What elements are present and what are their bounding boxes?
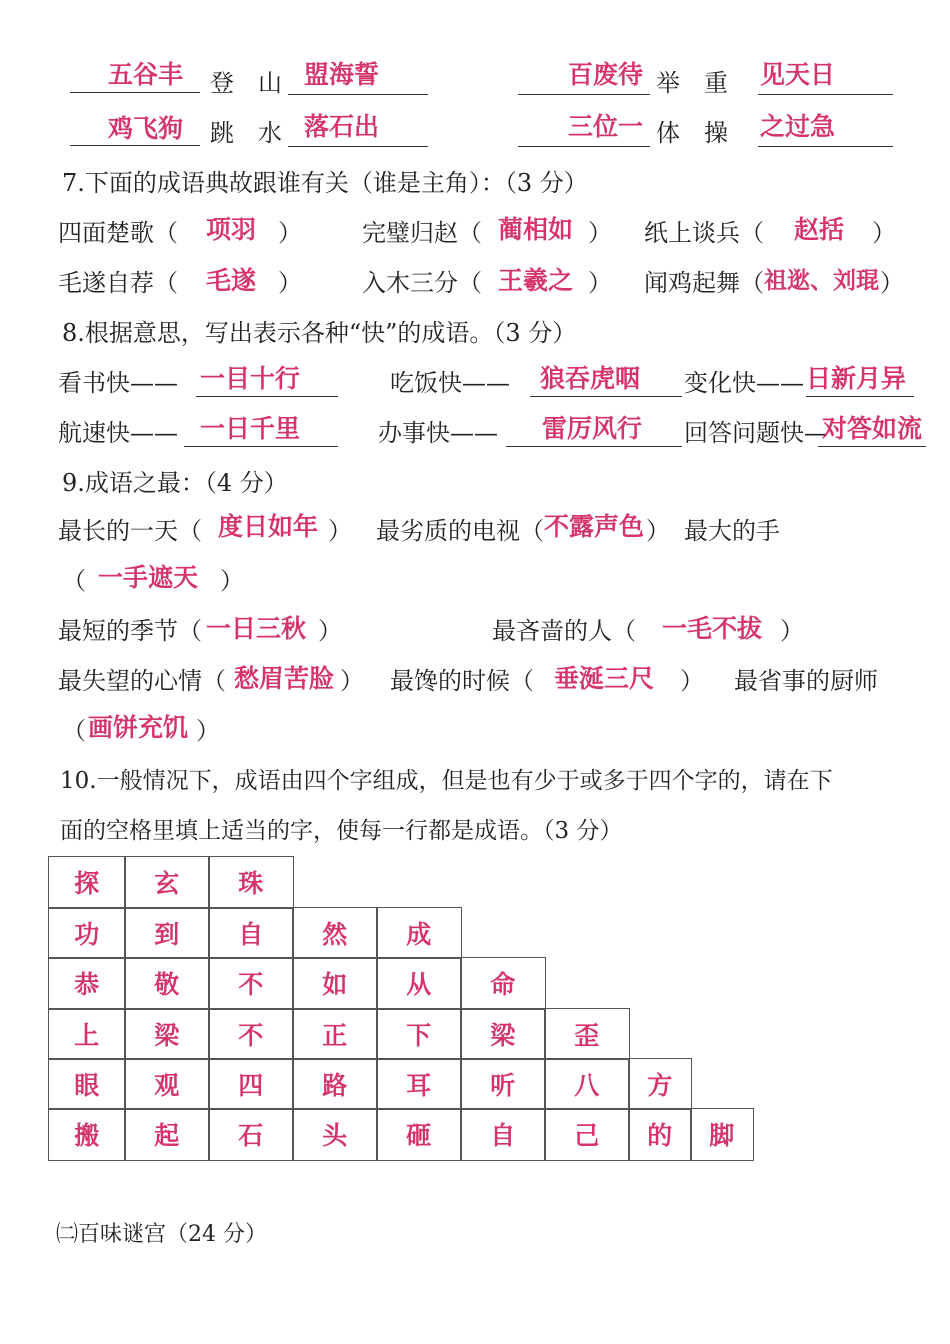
grid-cell: 路 (292, 1058, 378, 1110)
q7-close: ） (880, 269, 904, 297)
q9-answer: 一手遮天 (98, 563, 199, 592)
q9-label: 最劣质的电视（ (376, 517, 544, 545)
q8-label: 吃饭快—— (390, 369, 510, 397)
q9-close: ） (340, 667, 364, 695)
q7-label: 纸上谈兵（ (644, 219, 764, 247)
answer-line (758, 146, 893, 147)
answer-2: 盟海誓 (304, 60, 380, 89)
q8-label: 办事快—— (378, 419, 498, 447)
q8-answer: 一目十行 (200, 364, 301, 393)
q9-label: 最失望的心情（ (58, 667, 226, 695)
grid-cell: 八 (544, 1058, 630, 1110)
q7-close: ） (278, 269, 302, 297)
question-10-title: 10.一般情况下，成语由四个字组成，但是也有少于或多于四个字的，请在下 (60, 768, 833, 794)
q9-open: （ (62, 717, 86, 745)
answer-line (806, 396, 914, 397)
answer-line (288, 146, 428, 147)
q8-label: 航速快—— (58, 419, 178, 447)
grid-cell: 自 (460, 1108, 546, 1161)
grid-cell: 上 (48, 1008, 126, 1060)
grid-cell: 恭 (48, 957, 126, 1010)
grid-cell: 耳 (376, 1058, 462, 1110)
answer-line (518, 94, 650, 95)
q9-open: （ (62, 567, 86, 595)
answer-line (518, 146, 650, 147)
grid-cell: 敬 (124, 957, 210, 1010)
q9-label: 最长的一天（ (58, 517, 202, 545)
grid-cell: 石 (208, 1108, 294, 1161)
grid-cell: 命 (460, 957, 546, 1010)
grid-cell: 探 (48, 856, 126, 909)
question-7-title: 7.下面的成语典故跟谁有关（谁是主角）：（3 分） (62, 169, 588, 197)
q8-answer: 一日千里 (200, 414, 301, 443)
grid-cell: 功 (48, 907, 126, 959)
grid-cell: 头 (292, 1108, 378, 1161)
grid-cell: 听 (460, 1058, 546, 1110)
q7-close: ） (588, 269, 612, 297)
answer-line (288, 94, 428, 95)
answer-3: 百废待 (568, 60, 644, 89)
answer-line (184, 446, 338, 447)
grid-cell: 砸 (376, 1108, 462, 1161)
q9-label: 最短的季节（ (58, 617, 202, 645)
q9-answer: 一毛不拔 (662, 614, 763, 643)
grid-cell: 不 (208, 1008, 294, 1060)
answer-1: 五谷丰 (108, 60, 184, 89)
q7-answer: 祖逖、刘琨 (764, 268, 879, 294)
grid-cell: 不 (208, 957, 294, 1010)
q9-label: 最馋的时候（ (390, 667, 534, 695)
answer-line (70, 92, 200, 93)
grid-cell: 眼 (48, 1058, 126, 1110)
q7-close: ） (872, 219, 896, 247)
answer-line (506, 446, 682, 447)
q8-answer: 日新月异 (806, 364, 907, 393)
grid-cell: 自 (208, 907, 294, 959)
grid-cell: 四 (208, 1058, 294, 1110)
answer-line (758, 94, 893, 95)
q7-answer: 蔺相如 (498, 215, 574, 244)
grid-cell: 己 (544, 1108, 630, 1161)
q9-close: ） (780, 617, 804, 645)
prompt-text: 体 操 (656, 119, 728, 147)
q9-close: ） (196, 717, 220, 745)
q7-answer: 项羽 (206, 215, 257, 244)
grid-cell: 正 (292, 1008, 378, 1060)
q8-label: 回答问题快— (684, 419, 828, 447)
q8-label: 变化快—— (684, 369, 804, 397)
q7-label: 完璧归赵（ (362, 219, 482, 247)
section-2-title: ㈡百味谜宫（24 分） (56, 1222, 267, 1247)
q7-label: 入木三分（ (362, 269, 482, 297)
q9-close: ） (680, 667, 704, 695)
prompt-text: 登 山 (210, 69, 282, 97)
grid-cell: 从 (376, 957, 462, 1010)
grid-cell: 起 (124, 1108, 210, 1161)
q9-close: ） (220, 567, 244, 595)
q7-answer: 赵括 (794, 215, 845, 244)
question-10-title-cont: 面的空格里填上适当的字，使每一行都是成语。（3 分） (60, 818, 623, 844)
q7-answer: 毛遂 (206, 266, 257, 295)
q9-answer: 一日三秋 (206, 614, 307, 643)
q9-close: ） (646, 517, 670, 545)
q7-answer: 王羲之 (498, 266, 574, 295)
answer-3: 三位一 (568, 112, 644, 141)
answer-line (196, 396, 338, 397)
grid-cell: 然 (292, 907, 378, 959)
q7-label: 毛遂自荐（ (58, 269, 178, 297)
grid-cell: 成 (376, 907, 462, 959)
q8-label: 看书快—— (58, 369, 178, 397)
answer-4: 之过急 (760, 112, 836, 141)
q9-answer: 不露声色 (544, 512, 645, 541)
grid-cell: 歪 (544, 1008, 630, 1060)
grid-cell: 到 (124, 907, 210, 959)
question-9-title: 9.成语之最：（4 分） (62, 469, 288, 497)
q7-label: 四面楚歌（ (58, 219, 178, 247)
answer-line (818, 446, 926, 447)
grid-cell: 梁 (460, 1008, 546, 1060)
answer-1: 鸡飞狗 (108, 114, 184, 143)
grid-cell: 如 (292, 957, 378, 1010)
answer-2: 落石出 (304, 112, 380, 141)
grid-cell: 方 (628, 1058, 692, 1110)
q9-label: 最吝啬的人（ (492, 617, 636, 645)
grid-cell: 观 (124, 1058, 210, 1110)
q9-answer: 愁眉苦脸 (234, 664, 335, 693)
q8-answer: 对答如流 (822, 414, 923, 443)
q8-answer: 雷厉风行 (542, 414, 643, 443)
grid-cell: 玄 (124, 856, 210, 909)
q8-answer: 狼吞虎咽 (540, 364, 641, 393)
grid-cell: 搬 (48, 1108, 126, 1161)
grid-cell: 脚 (690, 1108, 754, 1161)
question-8-title: 8.根据意思，写出表示各种“快”的成语。（3 分） (62, 319, 577, 347)
q9-answer: 画饼充饥 (88, 713, 189, 742)
q9-answer: 度日如年 (218, 512, 319, 541)
q9-label: 最大的手 (684, 517, 780, 545)
grid-cell: 梁 (124, 1008, 210, 1060)
grid-cell: 珠 (208, 856, 294, 909)
answer-4: 见天日 (760, 60, 836, 89)
q7-close: ） (588, 219, 612, 247)
grid-cell: 的 (628, 1108, 692, 1161)
q9-close: ） (328, 517, 352, 545)
q9-close: ） (318, 617, 342, 645)
q9-label: 最省事的厨师 (734, 667, 878, 695)
answer-line (70, 145, 200, 146)
prompt-text: 举 重 (656, 69, 728, 97)
q7-label: 闻鸡起舞（ (644, 269, 764, 297)
q7-close: ） (278, 219, 302, 247)
grid-cell: 下 (376, 1008, 462, 1060)
answer-line (530, 396, 682, 397)
prompt-text: 跳 水 (210, 119, 282, 147)
q9-answer: 垂涎三尺 (554, 664, 655, 693)
